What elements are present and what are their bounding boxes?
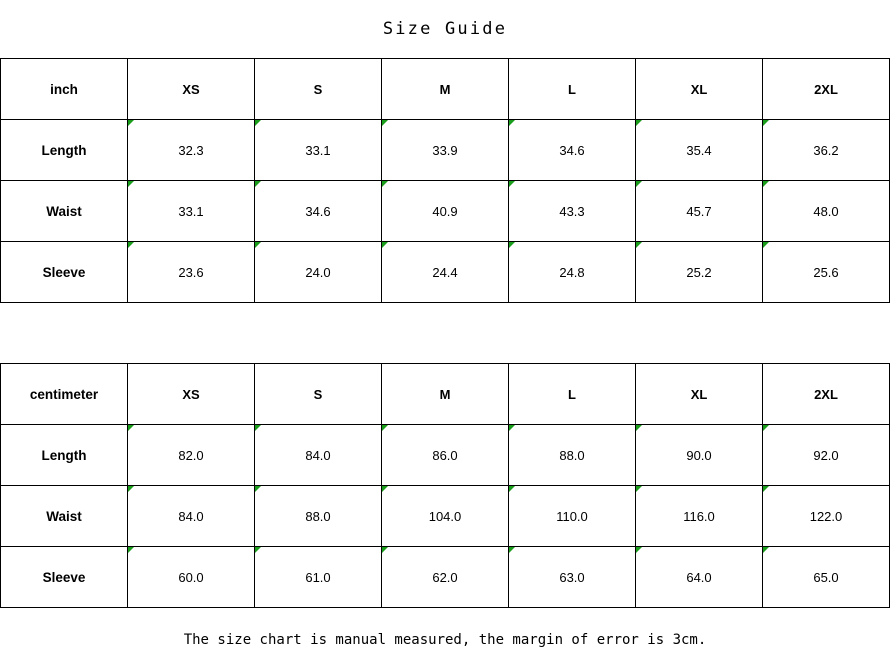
cell-sleeve-2xl: 25.6 — [763, 242, 890, 303]
cell-waist-2xl: 122.0 — [763, 486, 890, 547]
table-row — [1, 181, 890, 242]
cell-waist-l: 43.3 — [509, 181, 636, 242]
header-size-2xl: 2XL — [763, 59, 890, 120]
cell-sleeve-xl: 25.2 — [636, 242, 763, 303]
row-label-length: Length — [1, 120, 128, 181]
table-header-row — [1, 364, 890, 425]
cell-length-l: 34.6 — [509, 120, 636, 181]
header-size-l: L — [509, 364, 636, 425]
cell-sleeve-l: 24.8 — [509, 242, 636, 303]
measurement-disclaimer: The size chart is manual measured, the margin of error is 3cm. — [183, 632, 707, 648]
header-size-m: M — [382, 59, 509, 120]
row-label-sleeve: Sleeve — [1, 242, 128, 303]
cell-sleeve-m: 62.0 — [382, 547, 509, 608]
header-size-xl: XL — [636, 59, 763, 120]
cell-sleeve-l: 63.0 — [509, 547, 636, 608]
table-row — [1, 120, 890, 181]
cell-length-m: 33.9 — [382, 120, 509, 181]
cell-length-s: 84.0 — [255, 425, 382, 486]
header-size-m: M — [382, 364, 509, 425]
cell-sleeve-s: 24.0 — [255, 242, 382, 303]
row-label-waist: Waist — [1, 486, 128, 547]
cell-length-xl: 35.4 — [636, 120, 763, 181]
header-size-l: L — [509, 59, 636, 120]
page-title: Size Guide — [382, 19, 508, 39]
cell-length-s: 33.1 — [255, 120, 382, 181]
cell-waist-m: 40.9 — [382, 181, 509, 242]
cell-waist-l: 110.0 — [509, 486, 636, 547]
header-size-2xl: 2XL — [763, 364, 890, 425]
table-row — [1, 425, 890, 486]
header-size-xs: XS — [128, 59, 255, 120]
cell-waist-2xl: 48.0 — [763, 181, 890, 242]
header-size-s: S — [255, 59, 382, 120]
header-size-s: S — [255, 364, 382, 425]
header-unit-label: centimeter — [1, 364, 128, 425]
header-unit-label: inch — [1, 59, 128, 120]
cell-waist-s: 88.0 — [255, 486, 382, 547]
cell-sleeve-xs: 23.6 — [128, 242, 255, 303]
table-header-row — [1, 59, 890, 120]
cell-sleeve-s: 61.0 — [255, 547, 382, 608]
cell-waist-xl: 116.0 — [636, 486, 763, 547]
table-gap — [0, 303, 890, 363]
cell-length-m: 86.0 — [382, 425, 509, 486]
cell-waist-xs: 33.1 — [128, 181, 255, 242]
header-size-xl: XL — [636, 364, 763, 425]
cell-waist-m: 104.0 — [382, 486, 509, 547]
table-row — [1, 486, 890, 547]
cell-length-2xl: 36.2 — [763, 120, 890, 181]
cell-length-l: 88.0 — [509, 425, 636, 486]
cell-length-2xl: 92.0 — [763, 425, 890, 486]
table-row — [1, 547, 890, 608]
cell-waist-s: 34.6 — [255, 181, 382, 242]
cell-length-xl: 90.0 — [636, 425, 763, 486]
cell-length-xs: 82.0 — [128, 425, 255, 486]
row-label-waist: Waist — [1, 181, 128, 242]
cell-waist-xs: 84.0 — [128, 486, 255, 547]
header-size-xs: XS — [128, 364, 255, 425]
table-row — [1, 242, 890, 303]
cell-sleeve-xl: 64.0 — [636, 547, 763, 608]
size-table-centimeter — [0, 363, 890, 608]
cell-length-xs: 32.3 — [128, 120, 255, 181]
cell-sleeve-xs: 60.0 — [128, 547, 255, 608]
size-table-inch — [0, 58, 890, 303]
cell-waist-xl: 45.7 — [636, 181, 763, 242]
row-label-length: Length — [1, 425, 128, 486]
cell-sleeve-m: 24.4 — [382, 242, 509, 303]
row-label-sleeve: Sleeve — [1, 547, 128, 608]
cell-sleeve-2xl: 65.0 — [763, 547, 890, 608]
